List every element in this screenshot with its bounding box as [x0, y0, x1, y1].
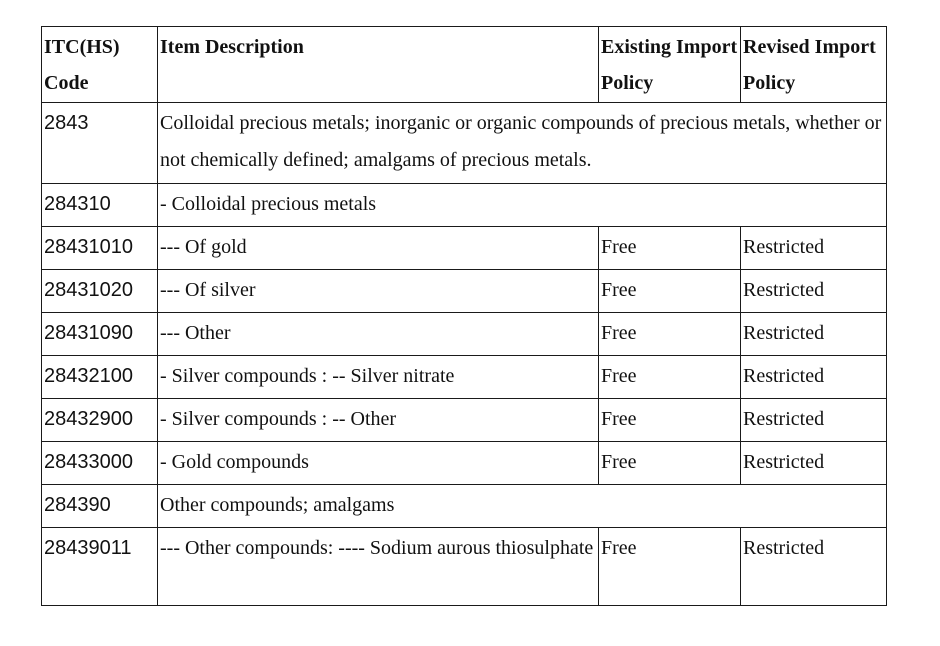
revised-policy-cell: Restricted	[741, 528, 887, 606]
table-row	[42, 103, 887, 184]
revised-policy-cell: Restricted	[741, 270, 887, 313]
revised-policy-cell: Restricted	[741, 399, 887, 442]
header-existing-import-policy: Existing Import Policy	[599, 27, 741, 103]
table-row	[42, 485, 887, 528]
hs-code-cell: 28432900	[42, 399, 158, 442]
existing-policy-cell: Free	[599, 356, 741, 399]
existing-policy-cell: Free	[599, 270, 741, 313]
description-cell: - Silver compounds : -- Other	[158, 399, 599, 442]
import-policy-table	[41, 26, 887, 606]
description-cell: Other compounds; amalgams	[158, 485, 887, 528]
table-row	[42, 399, 887, 442]
existing-policy-cell: Free	[599, 227, 741, 270]
table-row	[42, 227, 887, 270]
hs-code-cell: 28431090	[42, 313, 158, 356]
table-row	[42, 442, 887, 485]
table-row	[42, 270, 887, 313]
revised-policy-cell: Restricted	[741, 313, 887, 356]
header-revised-import-policy: Revised Import Policy	[741, 27, 887, 103]
description-cell: - Colloidal precious metals	[158, 184, 887, 227]
table-row	[42, 528, 887, 606]
hs-code-cell: 28431010	[42, 227, 158, 270]
hs-code-cell: 28439011	[42, 528, 158, 606]
header-itc-hs-code: ITC(HS) Code	[42, 27, 158, 103]
hs-code-cell: 28433000	[42, 442, 158, 485]
table-row	[42, 356, 887, 399]
hs-code-cell: 28431020	[42, 270, 158, 313]
existing-policy-cell: Free	[599, 528, 741, 606]
revised-policy-cell: Restricted	[741, 227, 887, 270]
table-row	[42, 184, 887, 227]
description-cell: --- Other	[158, 313, 599, 356]
description-cell: Colloidal precious metals; inorganic or organic compounds of precious metals, whether or not chemically defined; amalgams of precious metals.	[158, 103, 887, 184]
hs-code-cell: 28432100	[42, 356, 158, 399]
description-cell: --- Of silver	[158, 270, 599, 313]
description-cell: --- Other compounds: ---- Sodium aurous thiosulphate	[158, 528, 599, 606]
description-cell: - Gold compounds	[158, 442, 599, 485]
hs-code-cell: 2843	[42, 103, 158, 184]
existing-policy-cell: Free	[599, 442, 741, 485]
table-row	[42, 313, 887, 356]
revised-policy-cell: Restricted	[741, 356, 887, 399]
revised-policy-cell: Restricted	[741, 442, 887, 485]
table-header-row	[42, 27, 887, 103]
description-cell: --- Of gold	[158, 227, 599, 270]
existing-policy-cell: Free	[599, 313, 741, 356]
existing-policy-cell: Free	[599, 399, 741, 442]
description-cell: - Silver compounds : -- Silver nitrate	[158, 356, 599, 399]
hs-code-cell: 284310	[42, 184, 158, 227]
hs-code-cell: 284390	[42, 485, 158, 528]
header-item-description: Item Description	[158, 27, 599, 103]
